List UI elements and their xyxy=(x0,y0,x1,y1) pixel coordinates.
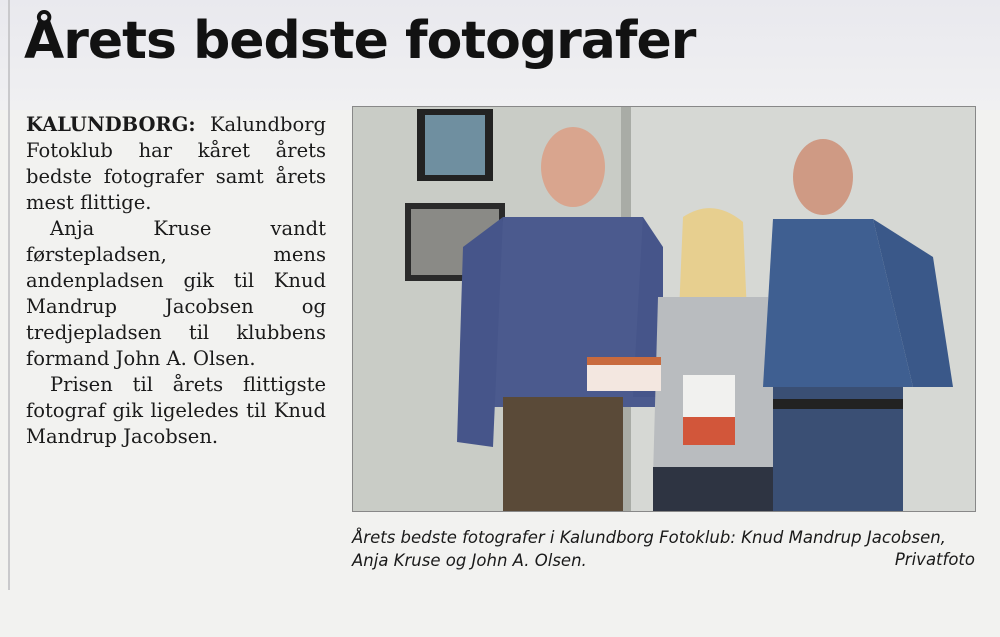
photo-caption: Årets bedste fotografer i Kalundborg Fotoklub: Knud Mandrup Jacobsen, Anja Kruse og John A. Olsen. xyxy=(352,528,946,570)
paragraph-1-text: Kalundborg Fotoklub har kåret årets bedste fotografer samt årets mest flittige. xyxy=(26,113,326,214)
dateline: KALUNDBORG: xyxy=(26,113,196,136)
article-headline: Årets bedste fotografer xyxy=(24,11,696,71)
photo-credit: Privatfoto xyxy=(894,550,975,569)
paragraph-2: Anja Kruse vandt førstepladsen, mens andenpladsen gik til Knud Mandrup Jacobsen og tredjepladsen til klubbens formand John A. Olsen. xyxy=(26,217,326,370)
article-photo xyxy=(352,106,976,512)
paragraph-1 xyxy=(26,112,326,216)
photo-illustration xyxy=(353,107,975,511)
column-rule xyxy=(8,0,10,590)
paragraph-3: Prisen til årets flittigste fotograf gik ligeledes til Knud Mandrup Jacobsen. xyxy=(26,373,326,448)
article-body xyxy=(26,112,326,450)
